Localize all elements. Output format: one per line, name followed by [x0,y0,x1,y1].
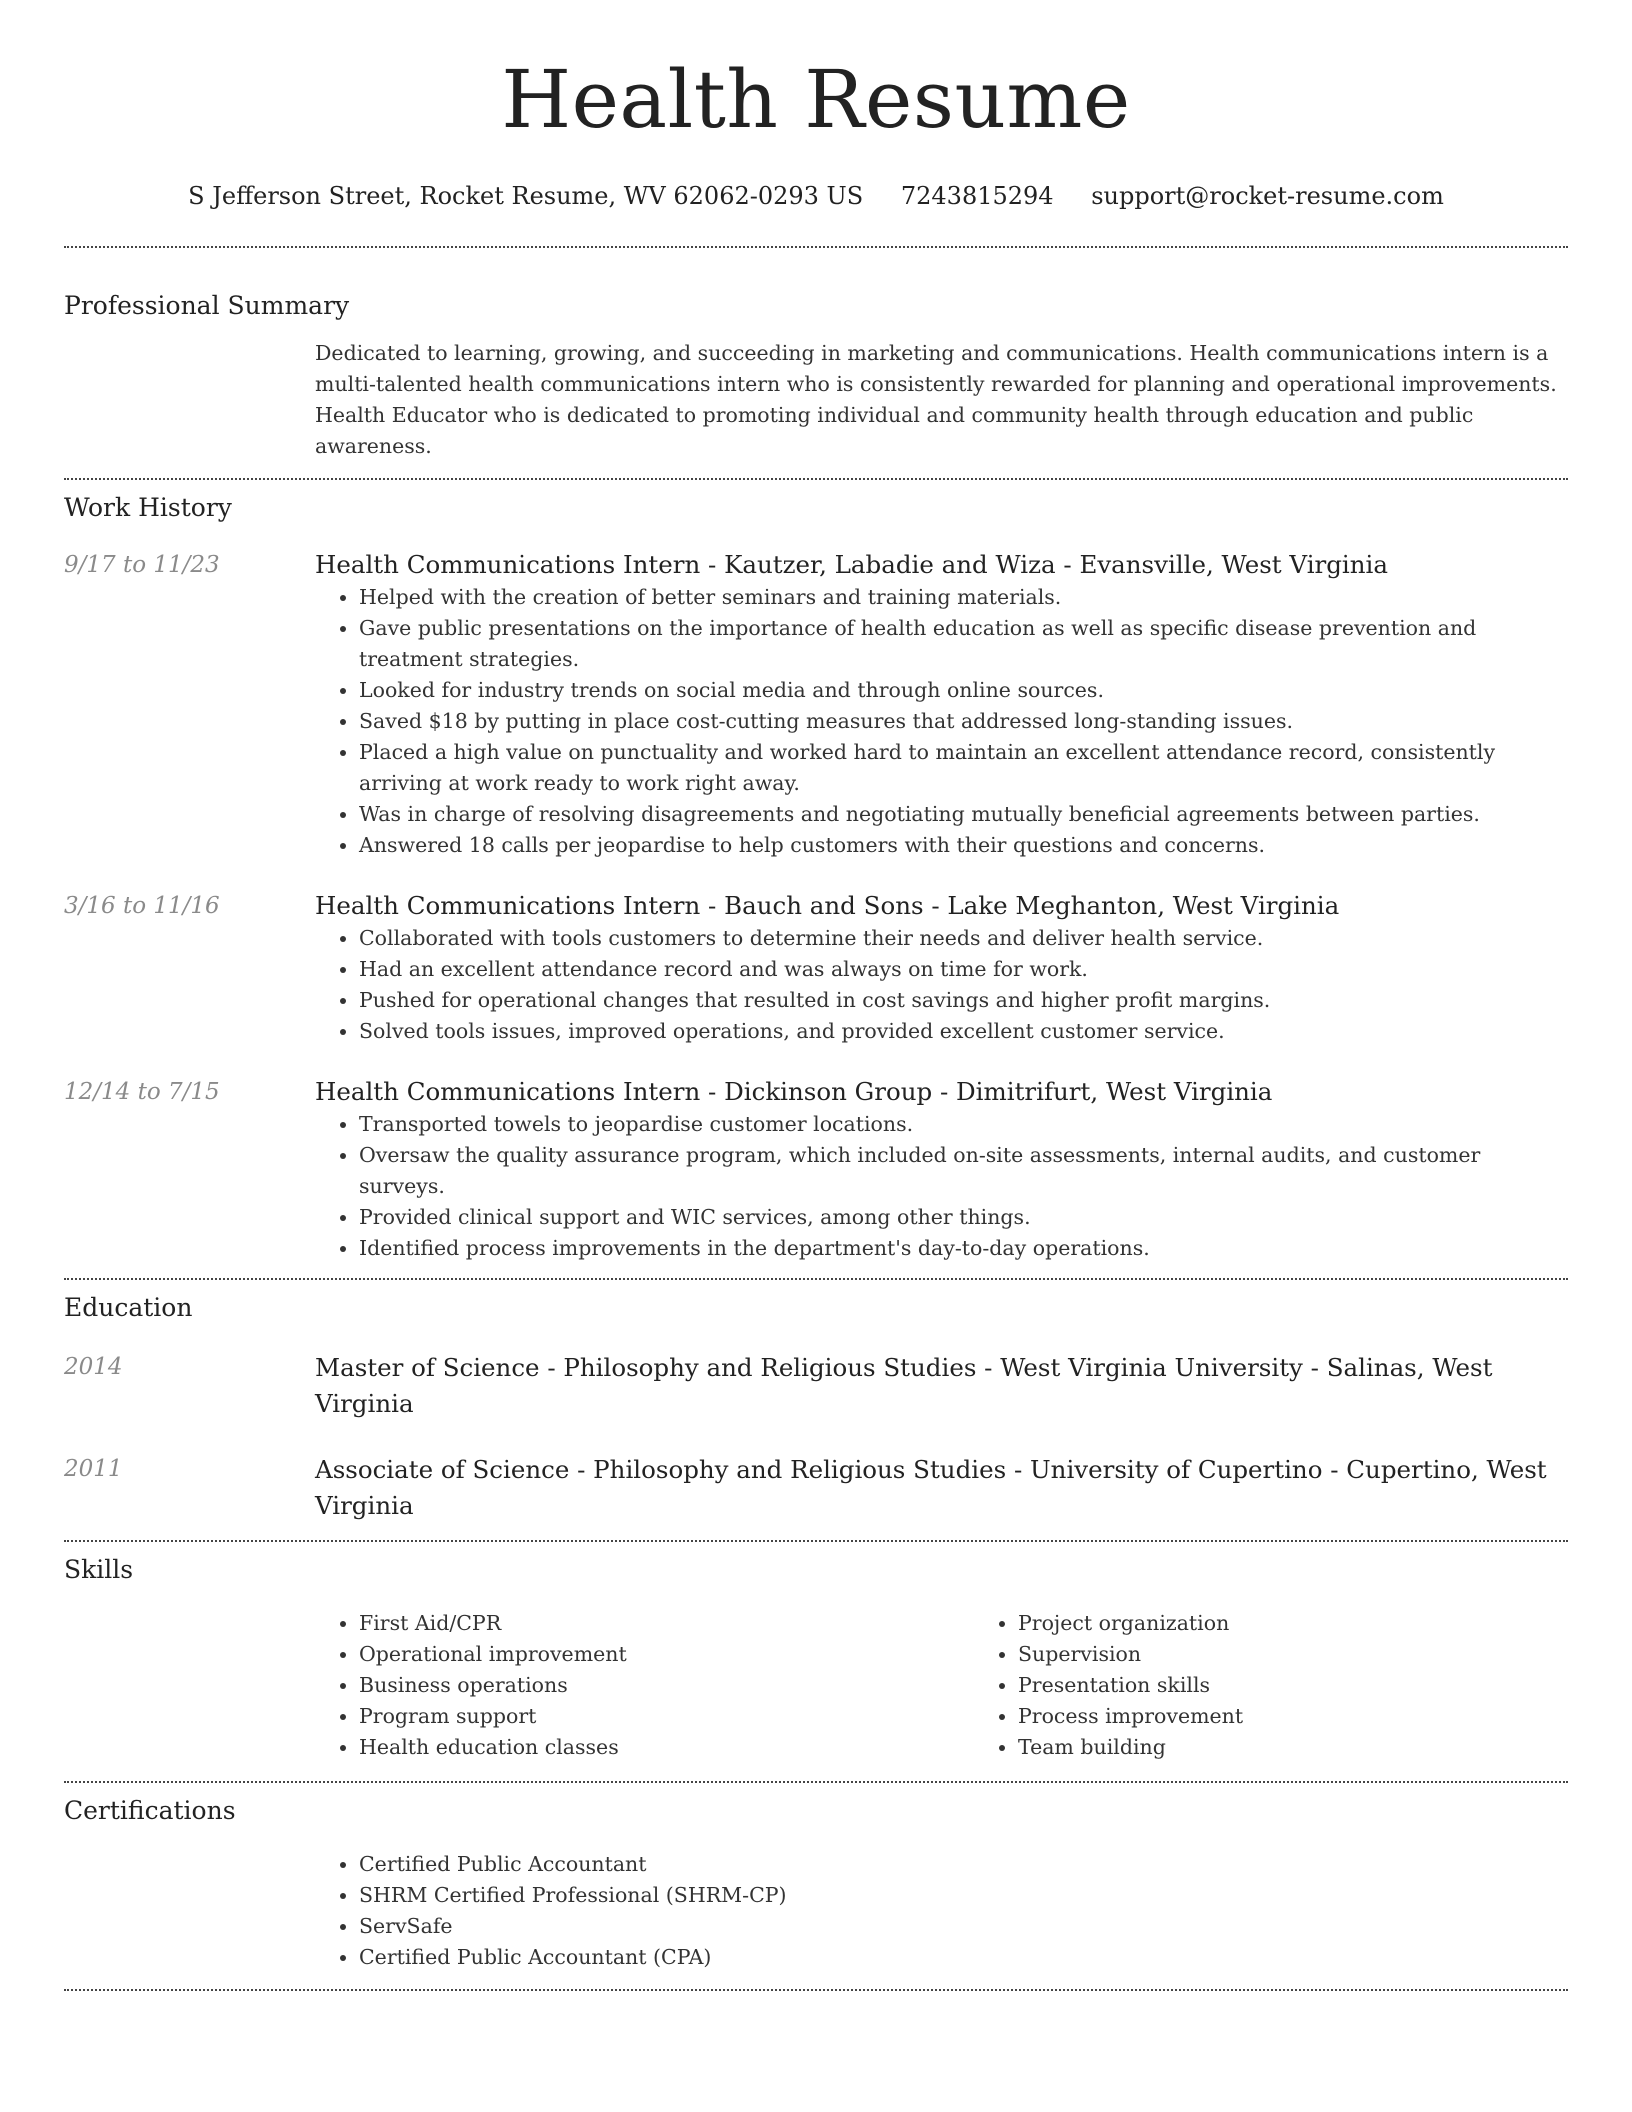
skills-list-left [315,1608,974,1763]
job-bullet-list [315,582,1568,861]
list-item: • Was in charge of resolving disagreements and negotiating mutually beneficial agreements between parties. [359,799,1568,830]
list-item: • Transported towels to jeopardise customer locations. [359,1109,1568,1140]
section-divider [64,1278,1568,1280]
education-section [64,1292,1568,1524]
section-divider [64,246,1568,248]
job-entry [64,548,1568,861]
list-item: • Pushed for operational changes that resulted in cost savings and higher profit margins. [359,985,1568,1016]
list-item: • Helped with the creation of better seminars and training materials. [359,582,1568,613]
section-divider [64,1989,1568,1991]
list-item: • Project organization [1018,1608,1632,1639]
education-title: Master of Science - Philosophy and Religious Studies - West Virginia University - Salinas, West Virginia [315,1353,1493,1418]
list-item: • Looked for industry trends on social media and through online sources. [359,675,1568,706]
list-item: • SHRM Certified Professional (SHRM-CP) [359,1880,1568,1911]
list-item: • Oversaw the quality assurance program, which included on-site assessments, internal audits, and customer surveys. [359,1140,1568,1202]
list-item: • Presentation skills [1018,1670,1632,1701]
education-year: 2011 [64,1456,123,1482]
section-divider [64,478,1568,480]
education-heading: Education [64,1293,193,1322]
contact-email: support@rocket-resume.com [1091,182,1444,210]
list-item: • Supervision [1018,1639,1632,1670]
skills-row [64,1608,1568,1763]
list-item: • Identified process improvements in the department's day-to-day operations. [359,1233,1568,1264]
list-item: • First Aid/CPR [359,1608,974,1639]
job-dates: 3/16 to 11/16 [64,893,220,919]
contact-line [64,180,1568,212]
list-item: • Business operations [359,1670,974,1701]
skills-grid [315,1608,1632,1763]
list-item: • Solved tools issues, improved operations, and provided excellent customer service. [359,1016,1568,1047]
resume-name: Health Resume [501,53,1131,146]
skills-list-right [974,1608,1632,1763]
list-item: • Saved $18 by putting in place cost-cutting measures that addressed long-standing issues. [359,706,1568,737]
contact-address: S Jefferson Street, Rocket Resume, WV 62062-0293 US [188,182,864,210]
list-item: • Program support [359,1701,974,1732]
job-bullet-list [315,923,1568,1047]
summary-section [64,290,1568,462]
job-title: Health Communications Intern - Bauch and Sons - Lake Meghanton, West Virginia [315,891,1340,920]
list-item: • Team building [1018,1732,1632,1763]
list-item: • Health education classes [359,1732,974,1763]
education-year: 2014 [64,1354,123,1380]
list-item: • Process improvement [1018,1701,1632,1732]
list-item: • Collaborated with tools customers to determine their needs and deliver health service. [359,923,1568,954]
job-bullet-list [315,1109,1568,1264]
section-divider [64,1781,1568,1783]
list-item: • Operational improvement [359,1639,974,1670]
section-divider [64,1540,1568,1542]
skills-heading: Skills [64,1555,134,1584]
certifications-row [64,1849,1568,1973]
education-entry [64,1350,1568,1422]
job-title: Health Communications Intern - Dickinson Group - Dimitrifurt, West Virginia [315,1077,1273,1106]
resume-header [64,0,1568,212]
list-item: • Had an excellent attendance record and was always on time for work. [359,954,1568,985]
work-history-section [64,492,1568,1264]
list-item: • Certified Public Accountant [359,1849,1568,1880]
certifications-list [315,1849,1568,1973]
work-history-heading: Work History [64,493,232,522]
list-item: • Placed a high value on punctuality and worked hard to maintain an excellent attendance record, consistently arriving at work ready to work right away. [359,737,1568,799]
job-entry [64,1075,1568,1264]
job-dates: 9/17 to 11/23 [64,552,220,578]
list-item: • Answered 18 calls per jeopardise to help customers with their questions and concerns. [359,830,1568,861]
skills-section [64,1554,1568,1763]
job-entry [64,889,1568,1047]
job-title: Health Communications Intern - Kautzer, Labadie and Wiza - Evansville, West Virginia [315,550,1388,579]
contact-phone: 7243815294 [900,182,1054,210]
summary-heading: Professional Summary [64,291,350,320]
summary-text: Dedicated to learning, growing, and succeeding in marketing and communications. Health communications intern is a multi-talented health communications intern who is consistently rewarded for planning and operational improvements. Health Educator who is dedicated to promoting individual and community health through education and public awareness. [315,341,1557,458]
education-title: Associate of Science - Philosophy and Religious Studies - University of Cupertino - Cupertino, West Virginia [315,1455,1547,1520]
certifications-heading: Certifications [64,1796,236,1825]
job-dates: 12/14 to 7/15 [64,1079,220,1105]
list-item: • Provided clinical support and WIC services, among other things. [359,1202,1568,1233]
list-item: • ServSafe [359,1911,1568,1942]
list-item: • Gave public presentations on the importance of health education as well as specific disease prevention and treatment strategies. [359,613,1568,675]
education-entry [64,1452,1568,1524]
list-item: • Certified Public Accountant (CPA) [359,1942,1568,1973]
summary-row [64,338,1568,462]
certifications-section [64,1795,1568,1973]
